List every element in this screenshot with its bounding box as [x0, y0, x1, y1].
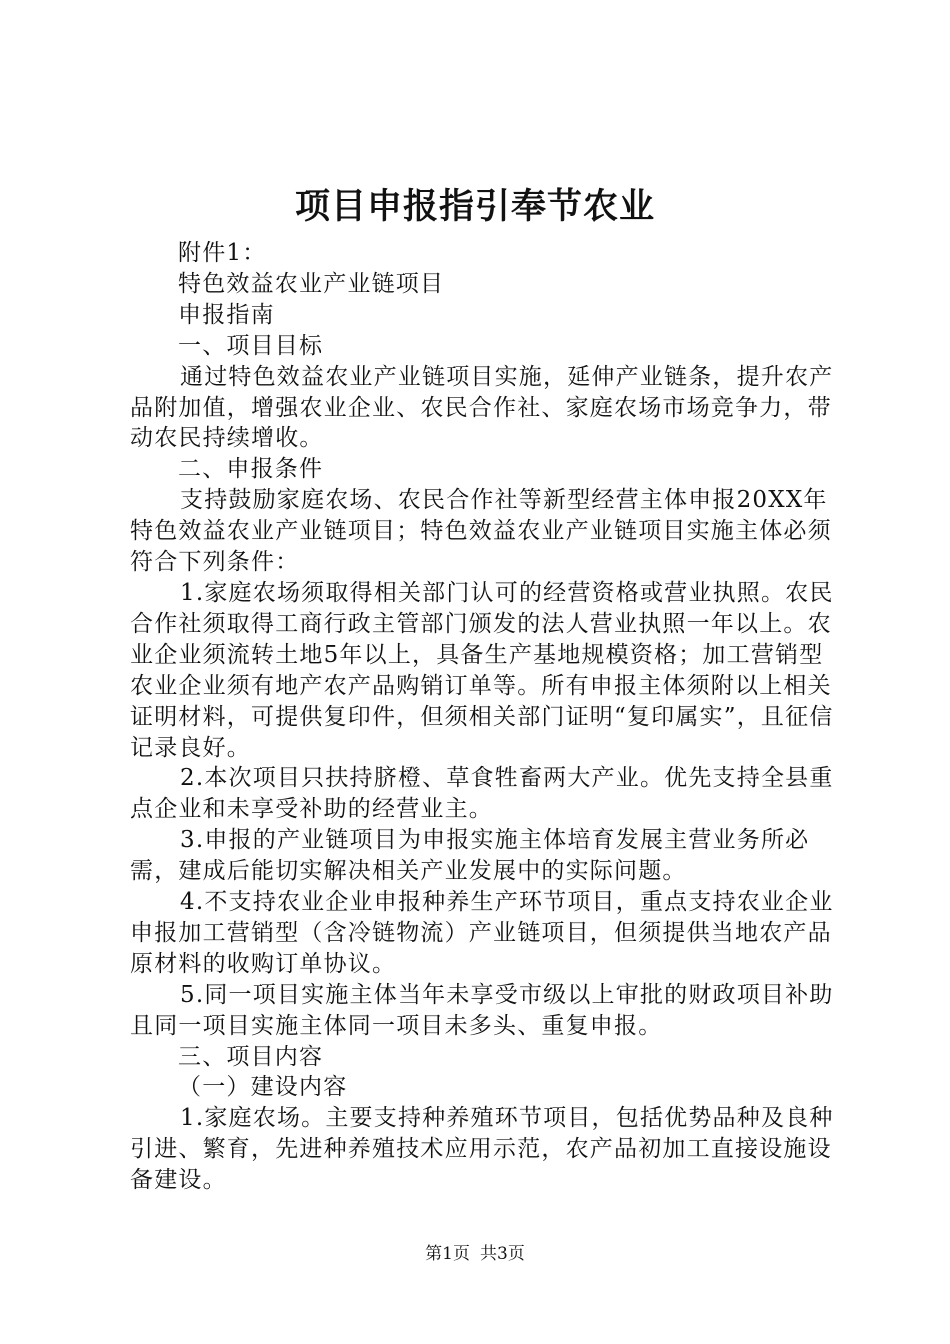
paragraph-conditions-intro: 支持鼓励家庭农场、农民合作社等新型经营主体申报20XX年特色效益农业产业链项目；特色效益农业产业链项目实施主体必须符合下列条件： — [130, 487, 832, 576]
page-total: 共3页 — [480, 1244, 525, 1264]
paragraph-condition-4: 4.不支持农业企业申报种养生产环节项目，重点支持农业企业申报加工营销型（含冷链物流）产业链项目，但须提供当地农产品原材料的收购订单协议。 — [130, 889, 834, 977]
section-heading-conditions: 二、申报条件 — [178, 456, 324, 483]
document-body — [130, 238, 836, 1196]
page-number: 第1页 — [425, 1244, 470, 1264]
paragraph-condition-3: 3.申报的产业链项目为申报实施主体培育发展主营业务所必需，建成后能切实解决相关产业发展中的实际问题。 — [130, 827, 810, 885]
paragraph-attachment: 附件1： — [178, 240, 267, 266]
page-footer — [0, 1242, 950, 1266]
section-heading-content: 三、项目内容 — [178, 1043, 324, 1070]
paragraph-condition-5: 5.同一项目实施主体当年未享受市级以上审批的财政项目补助且同一项目实施主体同一项目未多头、重复申报。 — [130, 981, 834, 1039]
document-title: 项目申报指引奉节农业 — [294, 186, 655, 227]
paragraph-subtitle: 特色效益农业产业链项目 — [178, 270, 445, 297]
paragraph-guide: 申报指南 — [178, 301, 275, 328]
paragraph-condition-2: 2.本次项目只扶持脐橙、草食牲畜两大产业。优先支持全县重点企业和未享受补助的经营业主。 — [130, 765, 834, 823]
paragraph-condition-1: 1.家庭农场须取得相关部门认可的经营资格或营业执照。农民合作社须取得工商行政主管部门颁发的法人营业执照一年以上。农业企业须流转土地5年以上，具备生产基地规模资格；加工营销型农业企业须有地产农产品购销订单等。所有申报主体须附以上相关证明材料，可提供复印件，但须相关部门证明“复印属实”，且征信记录良好。 — [130, 579, 834, 761]
paragraph-family-farm: 1.家庭农场。主要支持种养殖环节项目，包括优势品种及良种引进、繁育，先进种养殖技术应用示范，农产品初加工直接设施设备建设。 — [130, 1105, 834, 1194]
section-heading-goal: 一、项目目标 — [178, 332, 324, 359]
paragraph-goal: 通过特色效益农业产业链项目实施，延伸产业链条，提升农产品附加值，增强农业企业、农民合作社、家庭农场市场竞争力，带动农民持续增收。 — [130, 363, 834, 452]
subsection-heading-construction: （一）建设内容 — [178, 1074, 348, 1101]
